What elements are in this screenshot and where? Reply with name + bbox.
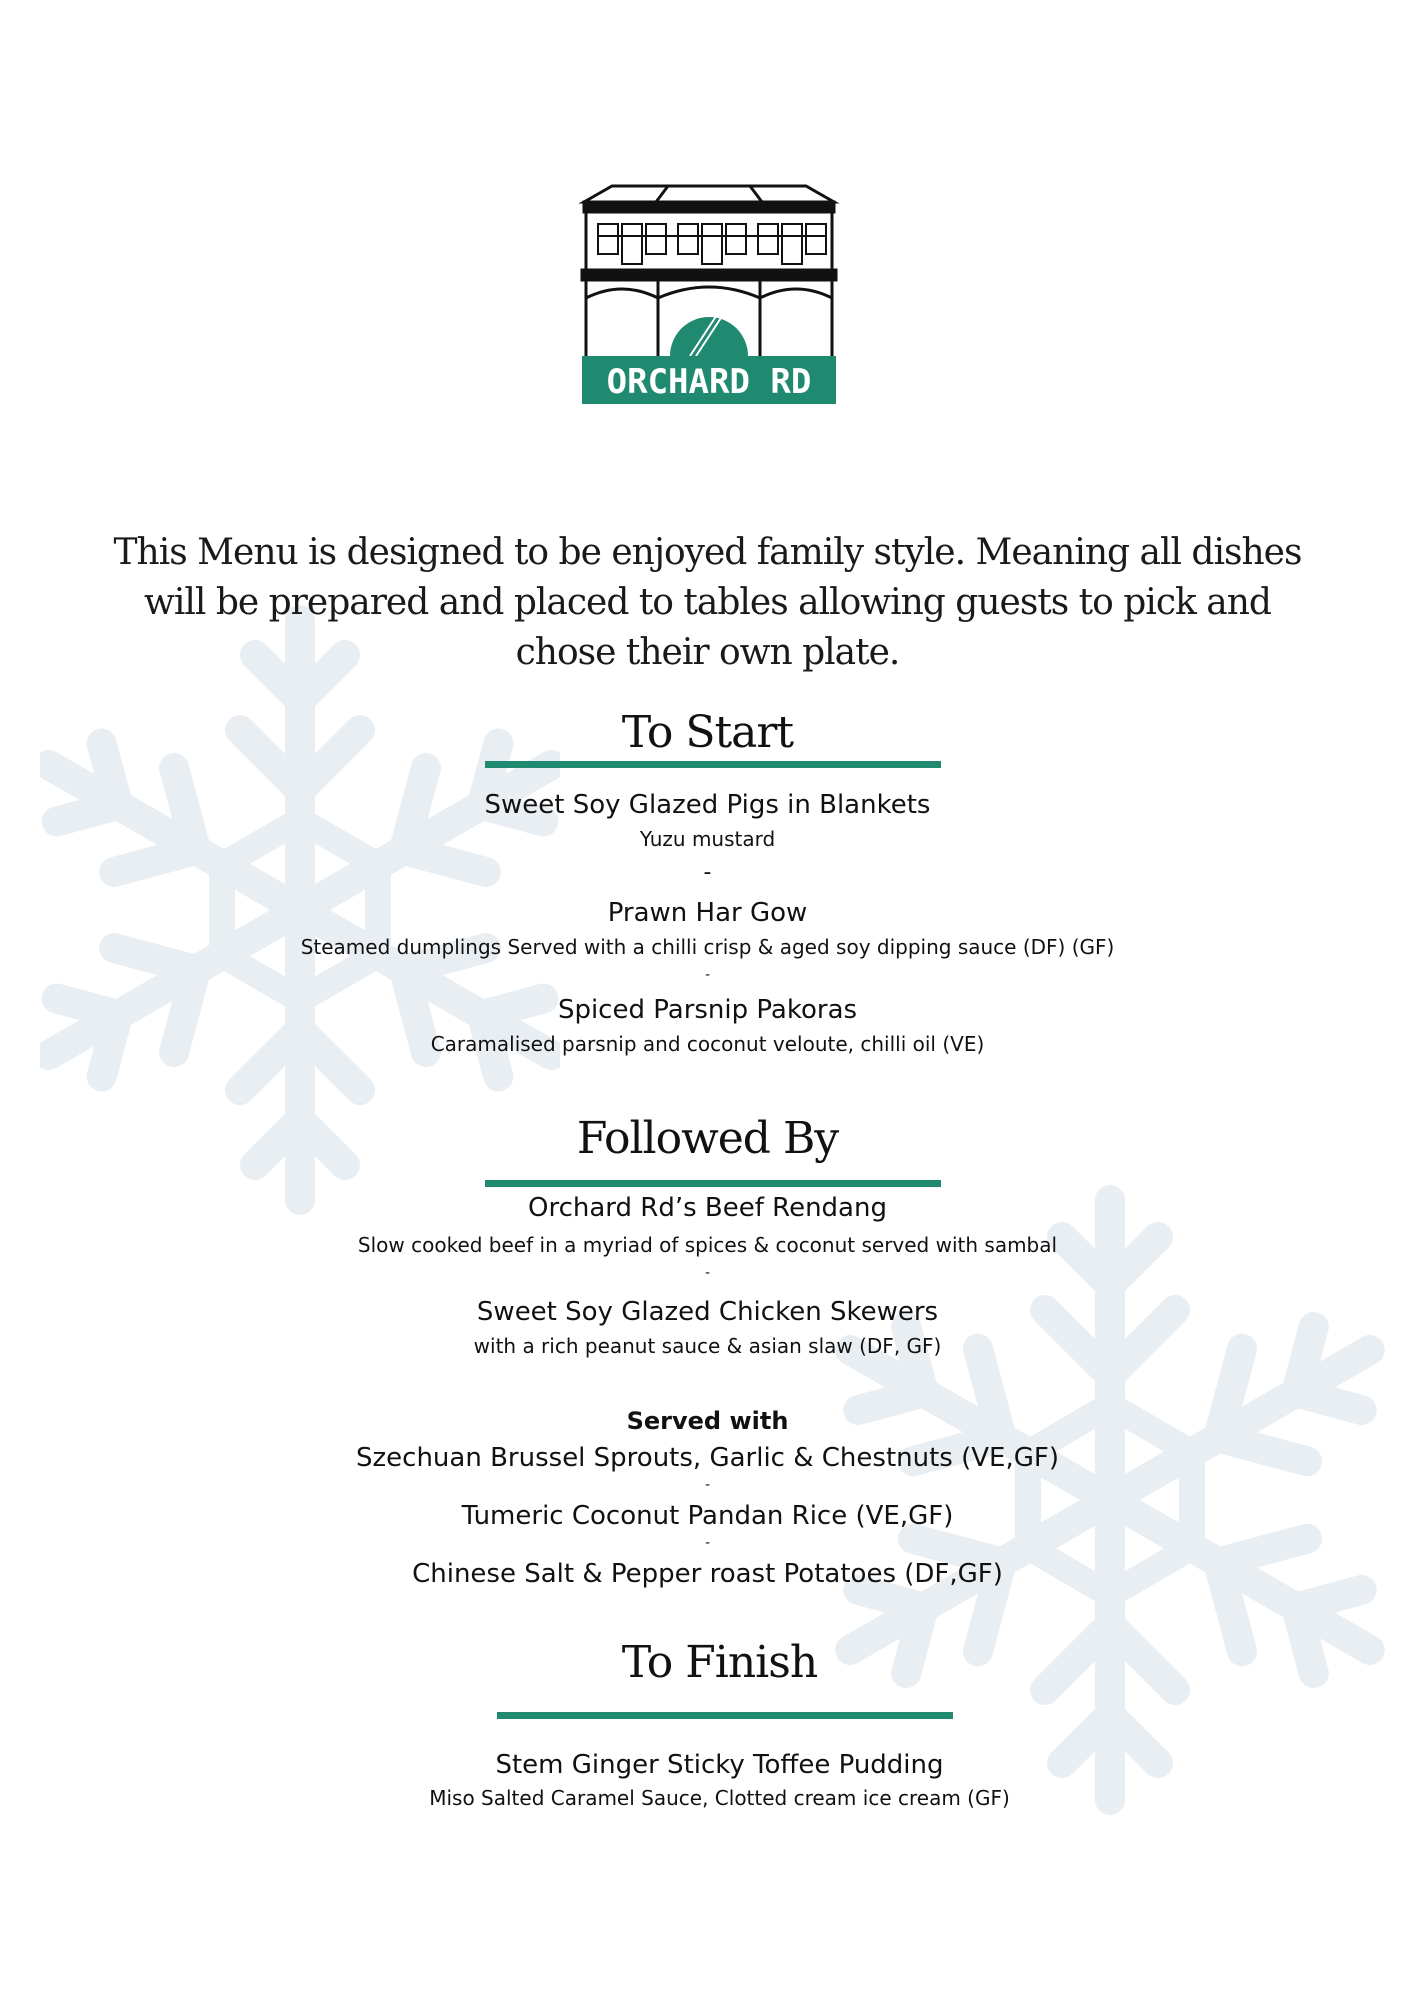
- dish-name: Orchard Rd’s Beef Rendang: [528, 1193, 887, 1223]
- side-dish: Tumeric Coconut Pandan Rice (VE,GF): [461, 1501, 954, 1531]
- divider-to-finish: [497, 1712, 953, 1719]
- heading-to-finish: To Finish: [621, 1637, 818, 1688]
- dish-name: Sweet Soy Glazed Chicken Skewers: [476, 1297, 939, 1327]
- logo-text: ORCHARD RD: [606, 362, 812, 402]
- separator: -: [704, 1477, 711, 1493]
- divider-to-start: [485, 761, 941, 768]
- dish-desc: Slow cooked beef in a myriad of spices & coconut served with sambal: [357, 1233, 1058, 1257]
- separator: -: [704, 967, 711, 983]
- divider-followed-by: [485, 1180, 941, 1187]
- dish-name: Stem Ginger Sticky Toffee Pudding: [495, 1750, 944, 1780]
- heading-followed-by: Followed By: [576, 1113, 839, 1164]
- dish-name: Sweet Soy Glazed Pigs in Blankets: [484, 790, 931, 820]
- separator: -: [704, 1265, 711, 1281]
- orchard-rd-logo: [578, 180, 840, 408]
- dish-desc: Miso Salted Caramel Sauce, Clotted cream ice cream (GF): [429, 1786, 1010, 1810]
- dish-desc: with a rich peanut sauce & asian slaw (DF, GF): [473, 1334, 942, 1358]
- separator: -: [704, 1535, 711, 1551]
- side-dish: Chinese Salt & Pepper roast Potatoes (DF,GF): [412, 1559, 1003, 1589]
- dish-name: Spiced Parsnip Pakoras: [557, 995, 858, 1025]
- separator: -: [703, 860, 712, 885]
- dish-desc: Caramalised parsnip and coconut veloute, chilli oil (VE): [430, 1032, 985, 1056]
- intro-text: This Menu is designed to be enjoyed family style. Meaning all dishes will be prepared and placed to tables allowing guests to pick and chose their own plate.: [113, 532, 1302, 673]
- dish-desc: Yuzu mustard: [639, 827, 776, 851]
- dish-desc: Steamed dumplings Served with a chilli crisp & aged soy dipping sauce (DF) (GF): [300, 935, 1115, 959]
- dish-name: Prawn Har Gow: [607, 898, 808, 928]
- heading-to-start: To Start: [621, 707, 794, 758]
- served-with-label: Served with: [626, 1407, 789, 1435]
- side-dish: Szechuan Brussel Sprouts, Garlic & Chestnuts (VE,GF): [356, 1443, 1059, 1473]
